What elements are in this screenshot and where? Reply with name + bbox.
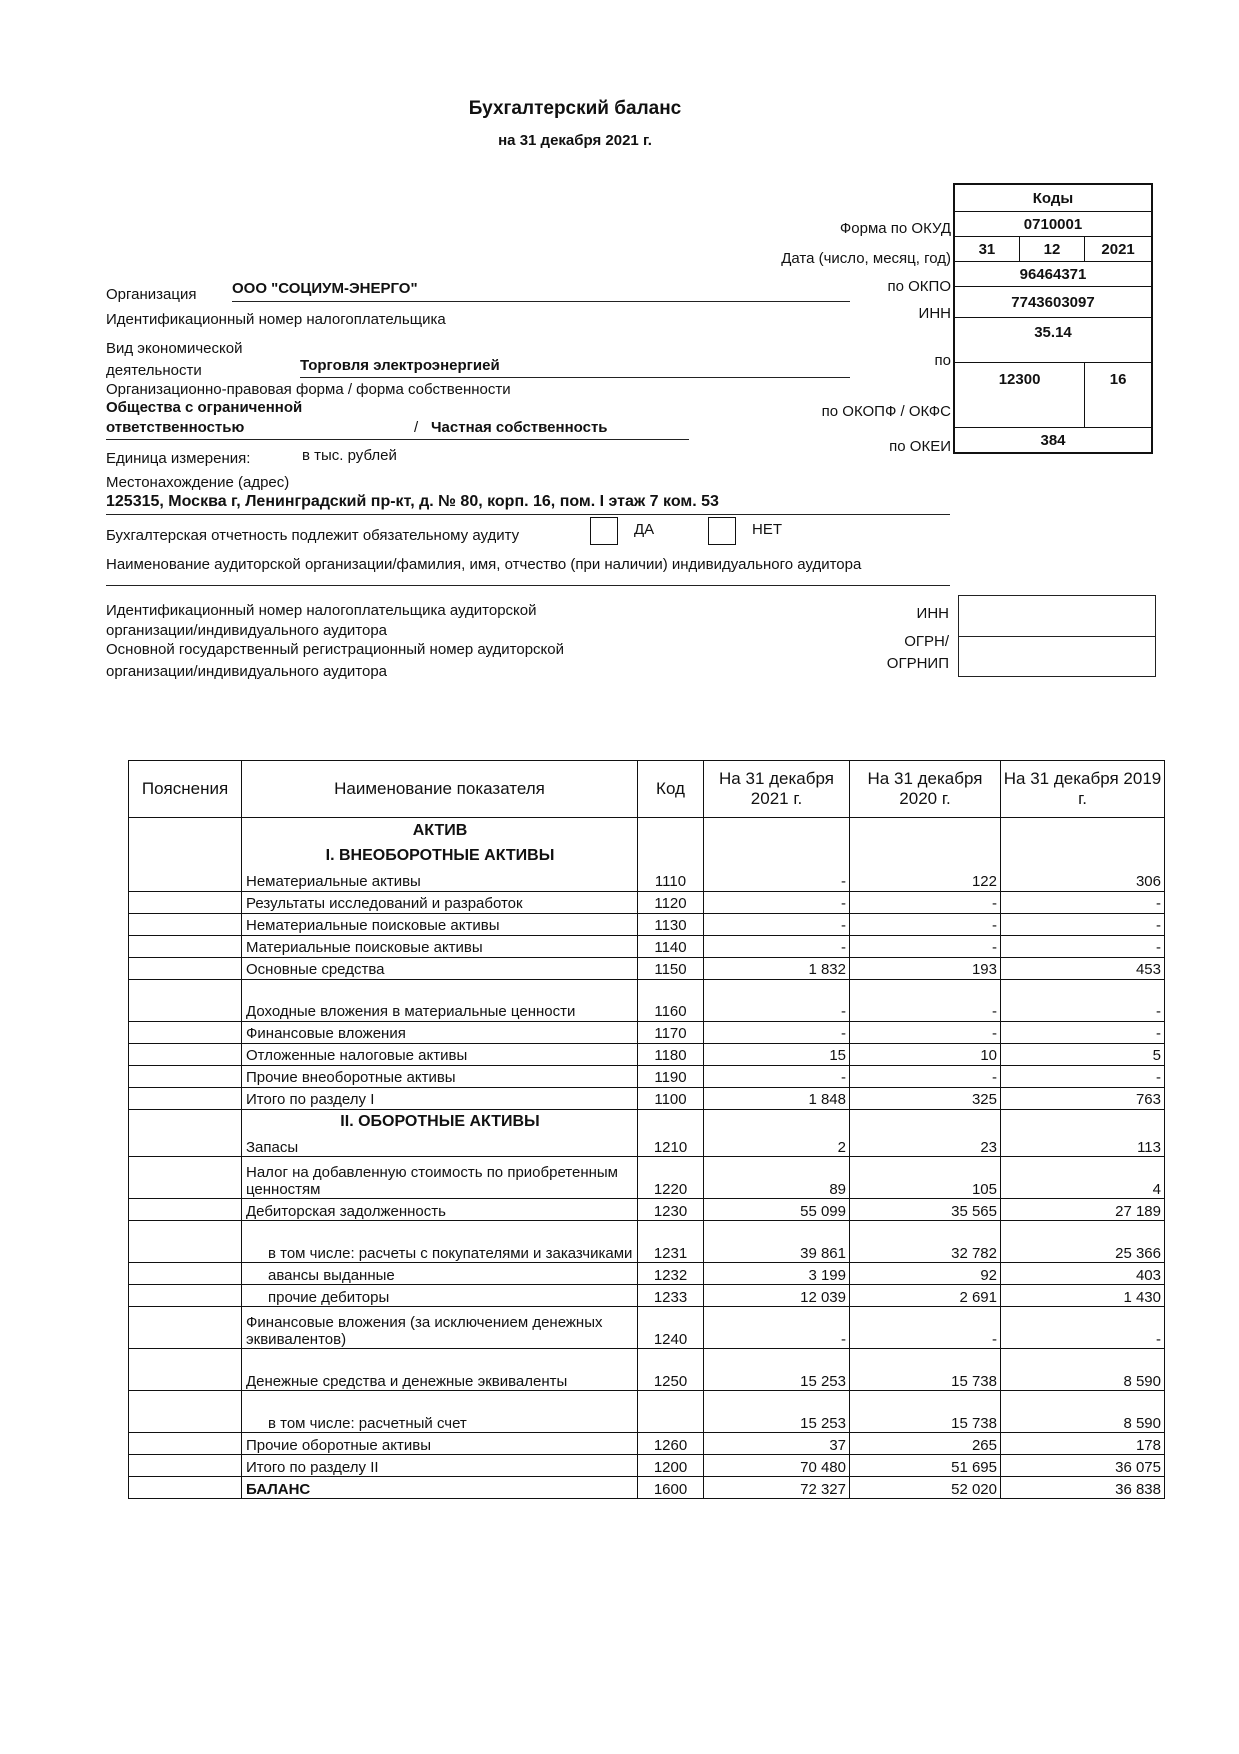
col-header-code: Код — [638, 761, 704, 818]
table-cell — [129, 1109, 242, 1135]
row-code: 1190 — [638, 1065, 704, 1087]
activity-value: Торговля электроэнергией — [300, 357, 500, 374]
notes-cell — [129, 1221, 242, 1263]
notes-cell — [129, 1285, 242, 1307]
table-row — [129, 1135, 1165, 1157]
row-code: 1232 — [638, 1263, 704, 1285]
table-row — [129, 1285, 1165, 1307]
notes-cell — [129, 979, 242, 1021]
table-row — [129, 913, 1165, 935]
row-code: 1220 — [638, 1157, 704, 1199]
value-2020: 2 691 — [850, 1285, 1001, 1307]
col-header-name: Наименование показателя — [242, 761, 638, 818]
org-label: Организация — [106, 286, 197, 303]
audit-yes-checkbox[interactable] — [590, 517, 618, 545]
table-row — [129, 870, 1165, 892]
table-row — [129, 935, 1165, 957]
table-cell — [1001, 844, 1165, 870]
okei-label: по ОКЕИ — [889, 438, 951, 455]
value-2019: 27 189 — [1001, 1199, 1165, 1221]
table-cell — [129, 844, 242, 870]
value-2021: 55 099 — [704, 1199, 850, 1221]
row-code: 1231 — [638, 1221, 704, 1263]
row-name: прочие дебиторы — [242, 1285, 638, 1307]
notes-cell — [129, 1349, 242, 1391]
row-code: 1170 — [638, 1021, 704, 1043]
row-name: Прочие оборотные активы — [242, 1433, 638, 1455]
value-2020: - — [850, 1307, 1001, 1349]
org-name-line — [232, 280, 850, 302]
table-row — [129, 1199, 1165, 1221]
table-cell — [850, 844, 1001, 870]
table-cell — [704, 818, 850, 844]
value-2020: 15 738 — [850, 1349, 1001, 1391]
table-cell — [129, 818, 242, 844]
notes-cell — [129, 957, 242, 979]
value-2021: - — [704, 979, 850, 1021]
notes-cell — [129, 1065, 242, 1087]
value-2019: - — [1001, 1065, 1165, 1087]
table-row — [129, 1433, 1165, 1455]
table-row — [129, 1455, 1165, 1477]
auditor-name-line — [106, 585, 950, 586]
value-2021: - — [704, 935, 850, 957]
value-2021: 37 — [704, 1433, 850, 1455]
value-2021: 2 — [704, 1135, 850, 1157]
date-day: 31 — [954, 237, 1019, 262]
row-code: 1140 — [638, 935, 704, 957]
address-line — [106, 493, 950, 515]
table-row — [129, 1087, 1165, 1109]
okved-label: по — [934, 352, 951, 369]
value-2019: 8 590 — [1001, 1391, 1165, 1433]
value-2019: - — [1001, 935, 1165, 957]
value-2019: - — [1001, 1021, 1165, 1043]
table-row — [129, 979, 1165, 1021]
value-2021: 15 253 — [704, 1391, 850, 1433]
notes-cell — [129, 1391, 242, 1433]
notes-cell — [129, 870, 242, 892]
table-row — [129, 1263, 1165, 1285]
table-row — [129, 891, 1165, 913]
okpo-label: по ОКПО — [887, 278, 951, 295]
section-row — [129, 818, 1165, 844]
address-value: 125315, Москва г, Ленинградский пр-кт, д. № 80, корп. 16, пом. I этаж 7 ком. 53 — [106, 493, 719, 510]
table-row — [129, 1157, 1165, 1199]
auditor-codes-box — [958, 595, 1156, 677]
okved-code: 35.14 — [954, 318, 1152, 363]
row-name: Прочие внеоборотные активы — [242, 1065, 638, 1087]
section-title: АКТИВ — [242, 818, 638, 844]
row-code: 1200 — [638, 1455, 704, 1477]
activity-label-2: деятельности — [106, 362, 202, 379]
auditor-ogrn-code-label-2: ОГРНИП — [886, 655, 949, 672]
value-2019: 4 — [1001, 1157, 1165, 1199]
row-name: Налог на добавленную стоимость по приобретенным ценностям — [242, 1157, 638, 1199]
value-2020: 265 — [850, 1433, 1001, 1455]
row-code: 1130 — [638, 913, 704, 935]
auditor-inn-label-2: организации/индивидуального аудитора — [106, 622, 388, 639]
table-row — [129, 1391, 1165, 1433]
row-code: 1250 — [638, 1349, 704, 1391]
value-2019: 5 — [1001, 1043, 1165, 1065]
okud-label: Форма по ОКУД — [839, 220, 951, 237]
row-name: Дебиторская задолженность — [242, 1199, 638, 1221]
address-label: Местонахождение (адрес) — [106, 474, 290, 491]
table-cell — [638, 818, 704, 844]
row-name: в том числе: расчетный счет — [242, 1391, 638, 1433]
okopf-code: 12300 — [954, 363, 1085, 428]
inn-code-label: ИНН — [918, 305, 951, 322]
row-name: Отложенные налоговые активы — [242, 1043, 638, 1065]
value-2019: 36 838 — [1001, 1477, 1165, 1499]
notes-cell — [129, 1021, 242, 1043]
notes-cell — [129, 1157, 242, 1199]
value-2019: 36 075 — [1001, 1455, 1165, 1477]
value-2019: 8 590 — [1001, 1349, 1165, 1391]
col-header-2019: На 31 декабря 2019 г. — [1001, 761, 1165, 818]
row-code: 1100 — [638, 1087, 704, 1109]
row-code: 1260 — [638, 1433, 704, 1455]
value-2021: 70 480 — [704, 1455, 850, 1477]
legal-form-2: ответственностью — [106, 419, 245, 436]
value-2019: - — [1001, 1307, 1165, 1349]
notes-cell — [129, 1433, 242, 1455]
table-cell — [638, 844, 704, 870]
date-month: 12 — [1019, 237, 1084, 262]
row-name: Результаты исследований и разработок — [242, 891, 638, 913]
taxpayer-id-label: Идентификационный номер налогоплательщика — [106, 311, 446, 328]
value-2019: 113 — [1001, 1135, 1165, 1157]
table-cell — [704, 844, 850, 870]
value-2020: - — [850, 1021, 1001, 1043]
table-cell — [1001, 1109, 1165, 1135]
table-row — [129, 1307, 1165, 1349]
org-name: ООО "СОЦИУМ-ЭНЕРГО" — [232, 280, 418, 297]
row-name: Нематериальные поисковые активы — [242, 913, 638, 935]
row-code: 1210 — [638, 1135, 704, 1157]
value-2021: 89 — [704, 1157, 850, 1199]
audit-no-checkbox[interactable] — [708, 517, 736, 545]
legal-form-1: Общества с ограниченной — [106, 399, 303, 416]
table-row — [129, 1477, 1165, 1499]
value-2020: - — [850, 935, 1001, 957]
value-2020: 193 — [850, 957, 1001, 979]
table-cell — [1001, 818, 1165, 844]
section-title: I. ВНЕОБОРОТНЫЕ АКТИВЫ — [242, 844, 638, 870]
legal-form-slash: / — [414, 419, 419, 436]
activity-line — [300, 357, 850, 378]
auditor-name-label: Наименование аудиторской организации/фамилия, имя, отчество (при наличии) индивидуального аудитора — [106, 556, 862, 573]
notes-cell — [129, 1455, 242, 1477]
notes-cell — [129, 1199, 242, 1221]
value-2019: 453 — [1001, 957, 1165, 979]
value-2021: 12 039 — [704, 1285, 850, 1307]
row-code — [638, 1391, 704, 1433]
value-2020: 10 — [850, 1043, 1001, 1065]
value-2019: 178 — [1001, 1433, 1165, 1455]
value-2020: 92 — [850, 1263, 1001, 1285]
table-header-row — [129, 761, 1165, 818]
unit-label: Единица измерения: — [106, 450, 251, 467]
value-2021: - — [704, 1021, 850, 1043]
auditor-ogrn-code-label-1: ОГРН/ — [904, 633, 949, 650]
notes-cell — [129, 1087, 242, 1109]
okfs-code: 16 — [1085, 363, 1152, 428]
notes-cell — [129, 913, 242, 935]
value-2020: - — [850, 891, 1001, 913]
row-name: Нематериальные активы — [242, 870, 638, 892]
value-2021: - — [704, 913, 850, 935]
row-name: Финансовые вложения — [242, 1021, 638, 1043]
value-2021: - — [704, 891, 850, 913]
value-2020: - — [850, 913, 1001, 935]
value-2021: - — [704, 870, 850, 892]
date-year: 2021 — [1085, 237, 1152, 262]
row-code: 1233 — [638, 1285, 704, 1307]
value-2020: 325 — [850, 1087, 1001, 1109]
auditor-ogrn-label-1: Основной государственный регистрационный номер аудиторской — [106, 641, 564, 658]
table-cell — [850, 818, 1001, 844]
value-2020: - — [850, 979, 1001, 1021]
notes-cell — [129, 891, 242, 913]
section-row — [129, 844, 1165, 870]
ownership-value: Частная собственность — [431, 419, 608, 436]
okpo-code: 96464371 — [954, 262, 1152, 287]
value-2020: 32 782 — [850, 1221, 1001, 1263]
table-row — [129, 957, 1165, 979]
row-code: 1110 — [638, 870, 704, 892]
row-name: Материальные поисковые активы — [242, 935, 638, 957]
value-2021: 1 832 — [704, 957, 850, 979]
okopf-label: по ОКОПФ / ОКФС — [821, 403, 951, 420]
date-label: Дата (число, месяц, год) — [781, 250, 951, 267]
col-header-notes: Пояснения — [129, 761, 242, 818]
row-code: 1180 — [638, 1043, 704, 1065]
value-2020: 105 — [850, 1157, 1001, 1199]
codes-box — [953, 183, 1153, 454]
page-title: Бухгалтерский баланс — [468, 98, 682, 119]
row-code: 1120 — [638, 891, 704, 913]
balance-table — [128, 760, 1165, 1499]
row-code: 1160 — [638, 979, 704, 1021]
col-header-2021: На 31 декабря 2021 г. — [704, 761, 850, 818]
notes-cell — [129, 1043, 242, 1065]
notes-cell — [129, 1477, 242, 1499]
audit-question: Бухгалтерская отчетность подлежит обязательному аудиту — [106, 527, 520, 544]
audit-no-label: НЕТ — [752, 521, 782, 538]
value-2021: 15 — [704, 1043, 850, 1065]
value-2020: - — [850, 1065, 1001, 1087]
auditor-inn-code-label: ИНН — [916, 605, 949, 622]
table-row — [129, 1349, 1165, 1391]
table-cell — [850, 1109, 1001, 1135]
auditor-inn-label-1: Идентификационный номер налогоплательщика аудиторской — [106, 602, 537, 619]
value-2019: 1 430 — [1001, 1285, 1165, 1307]
col-header-2020: На 31 декабря 2020 г. — [850, 761, 1001, 818]
codes-head: Коды — [954, 184, 1152, 212]
value-2020: 52 020 — [850, 1477, 1001, 1499]
row-name: Запасы — [242, 1135, 638, 1157]
value-2021: - — [704, 1307, 850, 1349]
value-2019: 306 — [1001, 870, 1165, 892]
section-row — [129, 1109, 1165, 1135]
table-cell — [638, 1109, 704, 1135]
row-code: 1230 — [638, 1199, 704, 1221]
row-name: в том числе: расчеты с покупателями и заказчиками — [242, 1221, 638, 1263]
table-row — [129, 1221, 1165, 1263]
value-2019: 25 366 — [1001, 1221, 1165, 1263]
row-name: Итого по разделу II — [242, 1455, 638, 1477]
activity-label-1: Вид экономической — [106, 340, 243, 357]
value-2020: 122 — [850, 870, 1001, 892]
notes-cell — [129, 935, 242, 957]
row-code: 1600 — [638, 1477, 704, 1499]
value-2021: 3 199 — [704, 1263, 850, 1285]
row-name: авансы выданные — [242, 1263, 638, 1285]
row-name: Доходные вложения в материальные ценности — [242, 979, 638, 1021]
row-code: 1240 — [638, 1307, 704, 1349]
value-2019: 763 — [1001, 1087, 1165, 1109]
value-2021: 1 848 — [704, 1087, 850, 1109]
value-2021: 15 253 — [704, 1349, 850, 1391]
audit-yes-label: ДА — [634, 521, 655, 538]
row-name: Финансовые вложения (за исключением денежных эквивалентов) — [242, 1307, 638, 1349]
row-name: Основные средства — [242, 957, 638, 979]
legal-form-label: Организационно-правовая форма / форма собственности — [106, 381, 511, 398]
value-2019: 403 — [1001, 1263, 1165, 1285]
table-cell — [704, 1109, 850, 1135]
inn-code: 7743603097 — [954, 287, 1152, 318]
legal-form-line — [106, 419, 689, 440]
row-name: Итого по разделу I — [242, 1087, 638, 1109]
value-2020: 35 565 — [850, 1199, 1001, 1221]
value-2019: - — [1001, 913, 1165, 935]
value-2020: 15 738 — [850, 1391, 1001, 1433]
table-row — [129, 1021, 1165, 1043]
unit-value: в тыс. рублей — [302, 447, 397, 464]
value-2020: 51 695 — [850, 1455, 1001, 1477]
value-2020: 23 — [850, 1135, 1001, 1157]
notes-cell — [129, 1307, 242, 1349]
value-2021: 39 861 — [704, 1221, 850, 1263]
row-code: 1150 — [638, 957, 704, 979]
table-row — [129, 1043, 1165, 1065]
section-title: II. ОБОРОТНЫЕ АКТИВЫ — [242, 1109, 638, 1135]
row-name: Денежные средства и денежные эквиваленты — [242, 1349, 638, 1391]
auditor-ogrn-label-2: организации/индивидуального аудитора — [106, 663, 388, 680]
notes-cell — [129, 1135, 242, 1157]
value-2021: - — [704, 1065, 850, 1087]
notes-cell — [129, 1263, 242, 1285]
value-2019: - — [1001, 891, 1165, 913]
value-2019: - — [1001, 979, 1165, 1021]
page-subtitle: на 31 декабря 2021 г. — [498, 132, 652, 149]
table-row — [129, 1065, 1165, 1087]
okud-code: 0710001 — [954, 212, 1152, 237]
row-name: БАЛАНС — [242, 1477, 638, 1499]
value-2021: 72 327 — [704, 1477, 850, 1499]
okei-code: 384 — [954, 428, 1152, 454]
